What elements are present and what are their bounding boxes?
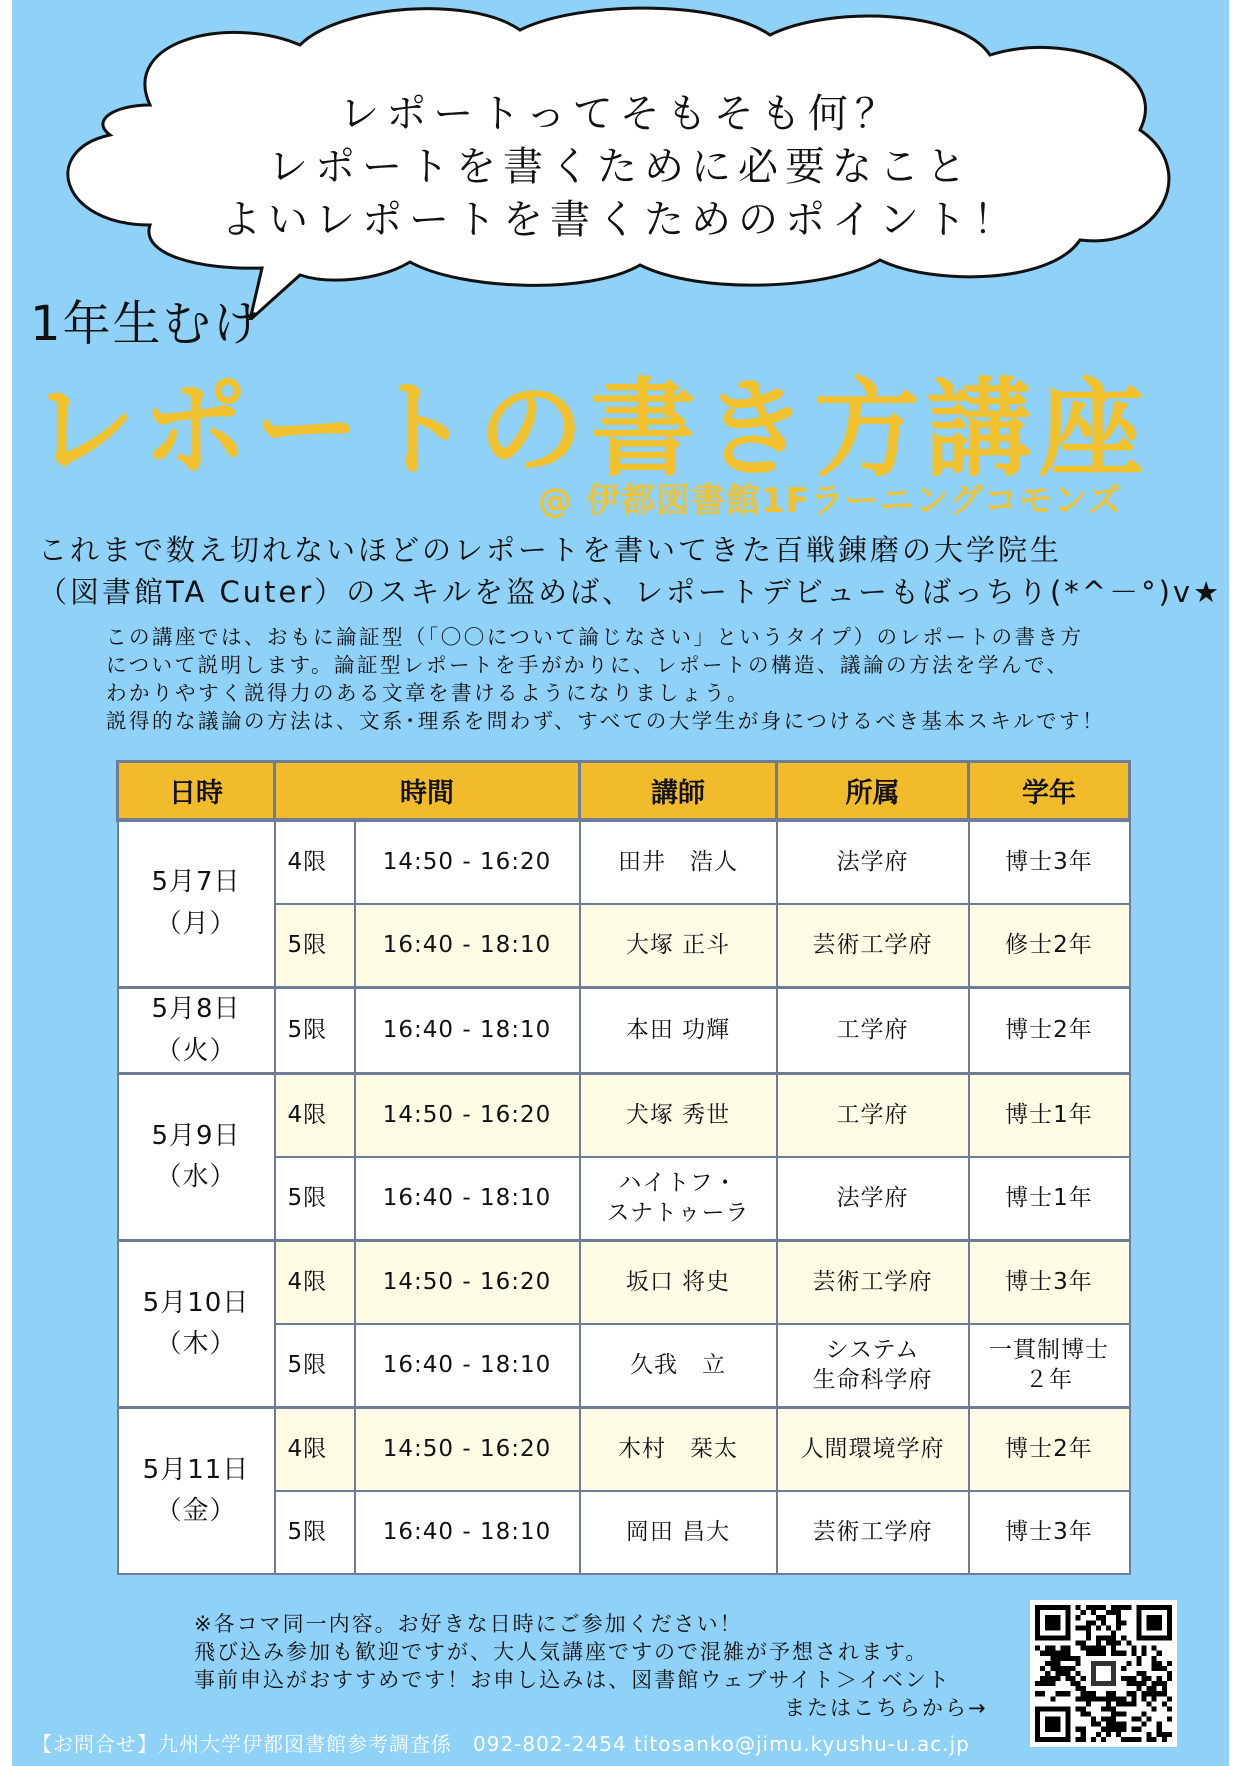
- affiliation-cell: 芸術工学府: [777, 1491, 969, 1574]
- period-cell: 5限: [275, 988, 355, 1074]
- year-cell: 修士2年: [969, 904, 1130, 988]
- affiliation-cell: 工学府: [777, 1074, 969, 1158]
- lead-line-2: （図書館TA Cuter）のスキルを盗めば、レポートデビューもばっちり(*^－°)v★: [38, 575, 1223, 609]
- year-cell: 博士3年: [969, 820, 1130, 904]
- bubble-line-1: レポートってそもそも何？: [339, 91, 902, 137]
- date: 5月9日: [151, 1120, 241, 1151]
- note-line-2: 飛び込み参加も歓迎ですが、大人気講座ですので混雑が予想されます。: [194, 1640, 929, 1664]
- time-cell: 14:50 - 16:20: [355, 1241, 580, 1325]
- time-cell: 16:40 - 18:10: [355, 1157, 580, 1241]
- period-cell: 4限: [275, 1408, 355, 1492]
- lead-line-1: これまで数え切れないほどのレポートを書いてきた百戦錬磨の大学院生: [38, 533, 1063, 567]
- table-row: [118, 1074, 1130, 1158]
- table-row: [118, 1408, 1130, 1492]
- lecturer-cell: 久我 立: [580, 1324, 777, 1408]
- description-line-2: について説明します。論証型レポートを手がかりに、レポートの構造、議論の方法を学んで、: [106, 653, 1070, 677]
- year-cell: 一貫制博士 ２年: [969, 1324, 1130, 1408]
- lecturer-cell: 岡田 昌大: [580, 1491, 777, 1574]
- table-header-row: [118, 762, 1130, 821]
- time-cell: 14:50 - 16:20: [355, 1074, 580, 1158]
- affiliation-cell: 法学府: [777, 820, 969, 904]
- contact-info: 【お問合せ】九州大学伊都図書館参考調査係 092-802-2454 titosanko@jimu.kyushu-u.ac.jp: [32, 1732, 970, 1756]
- lecturer-cell: 木村 栞太: [580, 1408, 777, 1492]
- period-cell: 5限: [275, 1324, 355, 1408]
- description-line-4: 説得的な議論の方法は、文系･理系を問わず、すべての大学生が身につけるべき基本スキルです！: [106, 709, 1106, 733]
- lecturer-cell: 犬塚 秀世: [580, 1074, 777, 1158]
- audience-label: 1年生むけ: [30, 296, 263, 352]
- period-cell: 4限: [275, 1241, 355, 1325]
- affiliation-cell: システム 生命科学府: [777, 1324, 969, 1408]
- schedule-table: [116, 760, 1131, 1575]
- lecturer-cell: 坂口 将史: [580, 1241, 777, 1325]
- time-cell: 16:40 - 18:10: [355, 1324, 580, 1408]
- affiliation-cell: 法学府: [777, 1157, 969, 1241]
- apply-link[interactable]: またはこちらから→: [784, 1696, 988, 1720]
- table-row: [118, 820, 1130, 904]
- header-affiliation: 所属: [777, 762, 969, 821]
- bubble-line-2: レポートを書くために必要なこと: [268, 144, 973, 190]
- description-line-3: わかりやすく説得力のある文章を書けるようになりましょう。: [106, 681, 750, 705]
- venue-label: @ 伊都図書館1Fラーニングコモンズ: [538, 481, 1123, 521]
- year-cell: 博士3年: [969, 1491, 1130, 1574]
- table-row: [118, 988, 1130, 1074]
- note-line-3: 事前申込がおすすめです！お申し込みは、図書館ウェブサイト＞イベント: [194, 1668, 951, 1692]
- table-row: [118, 1241, 1130, 1325]
- date-cell: [118, 820, 275, 988]
- weekday: （火）: [155, 1035, 237, 1066]
- lecturer-cell: 本田 功輝: [580, 988, 777, 1074]
- lecturer-cell: 大塚 正斗: [580, 904, 777, 988]
- affiliation-cell: 工学府: [777, 988, 969, 1074]
- date: 5月10日: [142, 1287, 250, 1318]
- description-line-1: この講座では、おもに論証型（「〇〇について論じなさい」というタイプ）のレポートの書き方: [106, 625, 1084, 649]
- date-cell: [118, 1408, 275, 1575]
- header-year: 学年: [969, 762, 1130, 821]
- year-cell: 博士3年: [969, 1241, 1130, 1325]
- date-cell: [118, 1241, 275, 1408]
- period-cell: 4限: [275, 1074, 355, 1158]
- date: 5月11日: [142, 1454, 250, 1485]
- date-cell: [118, 1074, 275, 1241]
- header-time: 時間: [275, 762, 580, 821]
- header-lecturer: 講師: [580, 762, 777, 821]
- bubble-line-3: よいレポートを書くためのポイント！: [221, 197, 1020, 243]
- period-cell: 5限: [275, 1491, 355, 1574]
- page-title: レポートの書き方講座: [30, 368, 1150, 491]
- date: 5月8日: [151, 994, 241, 1024]
- weekday: （水）: [155, 1162, 237, 1193]
- affiliation-cell: 人間環境学府: [777, 1408, 969, 1492]
- time-cell: 14:50 - 16:20: [355, 820, 580, 904]
- header-datetime: 日時: [118, 762, 275, 821]
- note-line-1: ※各コマ同一内容。お好きな日時にご参加ください！: [194, 1612, 743, 1636]
- weekday: （金）: [155, 1496, 237, 1527]
- weekday: （月）: [155, 909, 237, 939]
- affiliation-cell: 芸術工学府: [777, 904, 969, 988]
- year-cell: 博士1年: [969, 1157, 1130, 1241]
- time-cell: 16:40 - 18:10: [355, 1491, 580, 1574]
- time-cell: 14:50 - 16:20: [355, 1408, 580, 1492]
- qr-code-icon[interactable]: [1030, 1600, 1177, 1747]
- lecturer-cell: 田井 浩人: [580, 820, 777, 904]
- time-cell: 16:40 - 18:10: [355, 904, 580, 988]
- weekday: （木）: [155, 1329, 237, 1360]
- period-cell: 5限: [275, 1157, 355, 1241]
- date: 5月7日: [151, 867, 241, 898]
- year-cell: 博士2年: [969, 1408, 1130, 1492]
- lecturer-cell: ハイトフ・ スナトゥーラ: [580, 1157, 777, 1241]
- period-cell: 5限: [275, 904, 355, 988]
- date-cell: [118, 988, 275, 1074]
- year-cell: 博士1年: [969, 1074, 1130, 1158]
- affiliation-cell: 芸術工学府: [777, 1241, 969, 1325]
- period-cell: 4限: [275, 820, 355, 904]
- year-cell: 博士2年: [969, 988, 1130, 1074]
- time-cell: 16:40 - 18:10: [355, 988, 580, 1074]
